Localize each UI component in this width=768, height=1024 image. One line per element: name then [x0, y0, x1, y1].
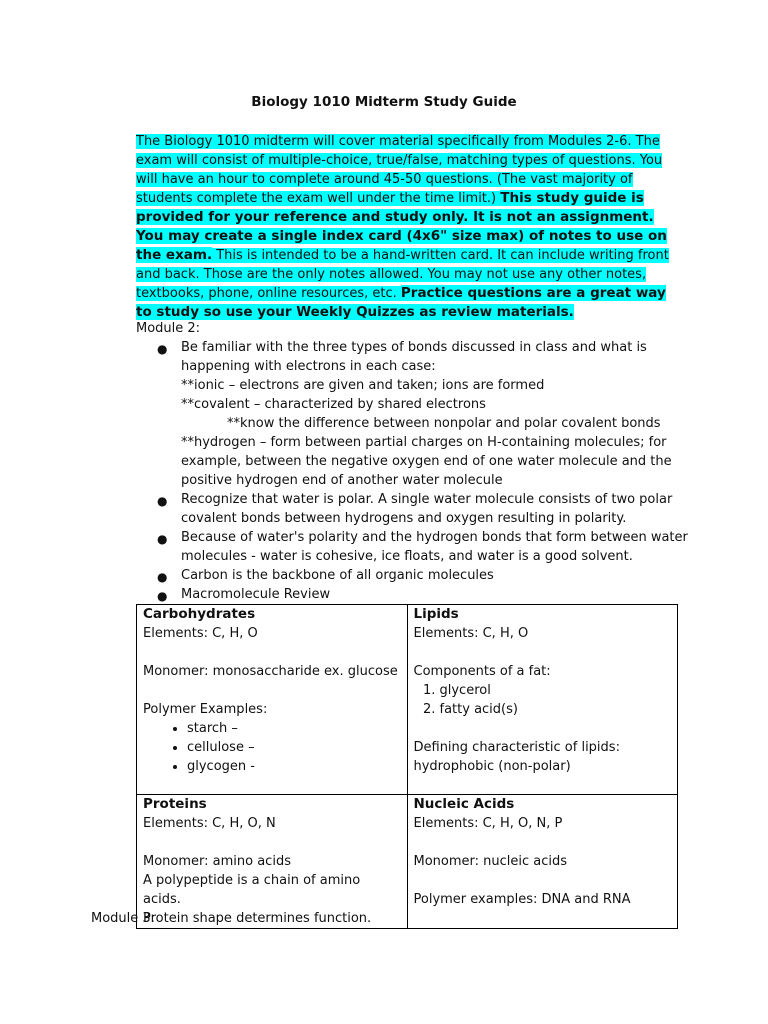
proteins-note: Protein shape determines function.: [143, 911, 372, 926]
intro-bold-2: Practice questions are a great way to study so use your Weekly Quizzes as review materials.: [136, 285, 666, 320]
nucleic-acids-polymers: Polymer examples: DNA and RNA: [413, 892, 631, 907]
module-2-line: Because of water's polarity and the hydrogen bonds that form between water: [181, 530, 688, 545]
nucleic-acids-elements: Elements: C, H, O, N, P: [413, 816, 563, 831]
module-2-line: **know the difference between nonpolar and polar covalent bonds: [227, 416, 661, 431]
module-2-line: Recognize that water is polar. A single water molecule consists of two polar: [181, 492, 673, 507]
list-item: 1. glycerol: [440, 681, 672, 700]
carbohydrates-heading: Carbohydrates: [143, 606, 256, 622]
nucleic-acids-cell: [407, 795, 678, 929]
macromolecule-table: [136, 604, 678, 929]
bullet-icon: ●: [157, 570, 168, 584]
module-3-heading: Module 3:: [91, 911, 156, 926]
lipids-defining-value: hydrophobic (non-polar): [413, 759, 571, 774]
module-2-line: example, between the negative oxygen end of one water molecule and the: [181, 454, 672, 469]
bullet-icon: ●: [157, 532, 168, 546]
carbohydrates-monomer: Monomer: monosaccharide ex. glucose: [143, 664, 398, 679]
carbohydrates-polymer-label: Polymer Examples:: [143, 702, 268, 717]
list-item: • cellulose –: [187, 738, 401, 757]
proteins-monomer: Monomer: amino acids: [143, 854, 291, 869]
bullet-icon: ●: [157, 589, 168, 603]
module-2-line: happening with electrons in each case:: [181, 359, 436, 374]
intro-text-1: The Biology 1010 midterm will cover material specifically from Modules 2-6. The exam will consist of multiple-choice, true/false, matching types of questions. You will have an hour to complete around 45-50 questions. (The vast majority of students complete the exam well under the time limit.): [136, 134, 663, 206]
proteins-heading: Proteins: [143, 796, 207, 812]
module-2-line: molecules - water is cohesive, ice floats, and water is a good solvent.: [181, 549, 633, 564]
carbohydrates-cell: [137, 605, 408, 795]
list-item: 2. fatty acid(s): [440, 700, 672, 719]
module-2-line: Be familiar with the three types of bonds discussed in class and what is: [181, 340, 647, 355]
document-title: Biology 1010 Midterm Study Guide: [251, 94, 517, 110]
module-2-line: Carbon is the backbone of all organic molecules: [181, 568, 494, 583]
intro-text-2: This is intended to be a hand-written card. It can include writing front and back. Those are the only notes allowed. You may not use any other notes, textbooks, phone, online resources, etc.: [136, 248, 669, 301]
bullet-icon: ●: [157, 342, 168, 356]
proteins-elements: Elements: C, H, O, N: [143, 816, 276, 831]
carbohydrates-polymer-list: [143, 719, 401, 776]
nucleic-acids-monomer: Monomer: nucleic acids: [413, 854, 568, 869]
module-2-line: **ionic – electrons are given and taken; ions are formed: [181, 378, 545, 393]
list-item: • starch –: [187, 719, 401, 738]
proteins-cell: [137, 795, 408, 929]
list-item: • glycogen -: [187, 757, 401, 776]
bullet-icon: ●: [157, 494, 168, 508]
lipids-elements: Elements: C, H, O: [413, 626, 529, 641]
module-2-line: covalent bonds between hydrogens and oxygen resulting in polarity.: [181, 511, 627, 526]
module-2-line: **covalent – characterized by shared electrons: [181, 397, 486, 412]
intro-bold-1: This study guide is provided for your reference and study only. It is not an assignment. You may create a single index card (4x6" size max) of notes to use on the exam.: [136, 190, 667, 263]
lipids-components-label: Components of a fat:: [413, 664, 551, 679]
module-2-heading: Module 2:: [136, 321, 201, 336]
lipids-heading: Lipids: [413, 606, 459, 622]
lipids-cell: [407, 605, 678, 795]
lipids-components-list: [414, 681, 672, 719]
lipids-defining-label: Defining characteristic of lipids:: [413, 740, 620, 755]
carbohydrates-elements: Elements: C, H, O: [143, 626, 258, 641]
module-2-line: Macromolecule Review: [181, 587, 331, 602]
nucleic-acids-heading: Nucleic Acids: [413, 796, 515, 812]
module-2-line: positive hydrogen end of another water molecule: [181, 473, 503, 488]
module-2-line: **hydrogen – form between partial charges on H-containing molecules; for: [181, 435, 667, 450]
intro-paragraph: [136, 132, 676, 322]
proteins-note: A polypeptide is a chain of amino acids.: [143, 873, 361, 907]
